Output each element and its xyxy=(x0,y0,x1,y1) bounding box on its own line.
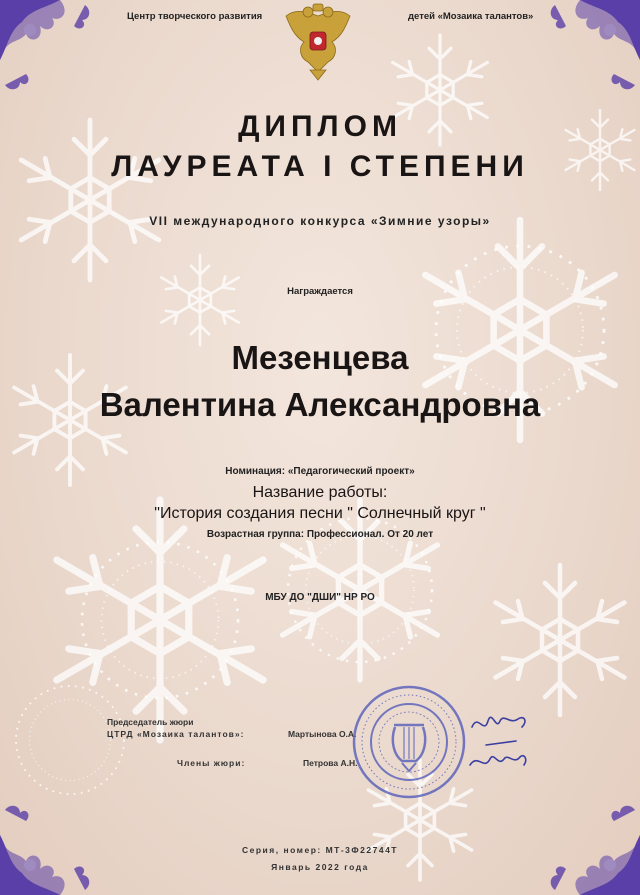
jury-chair-organization: ЦТРД «Мозаика талантов»: xyxy=(107,729,245,739)
corner-ornament-bottom-left xyxy=(0,785,110,895)
organization-name-left: Центр творческого развития xyxy=(127,11,263,22)
age-group: Возрастная группа: Профессионал. От 20 лет xyxy=(206,529,434,540)
recipient-surname: Мезенцева xyxy=(231,339,409,376)
coat-of-arms-icon xyxy=(282,2,354,82)
corner-ornament-top-right xyxy=(530,0,640,110)
jury-chair-label: Председатель жюри xyxy=(107,717,194,727)
jury-chair-name: Мартынова О.А. xyxy=(288,729,357,739)
issue-date: Январь 2022 года xyxy=(271,862,369,872)
nomination: Номинация: «Педагогический проект» xyxy=(225,466,415,477)
signature-icon xyxy=(464,705,534,785)
jury-members-label: Члены жюри: xyxy=(177,758,246,768)
jury-members-name: Петрова А.Н. xyxy=(303,758,358,768)
organization-name-right: детей «Мозаика талантов» xyxy=(408,11,534,22)
work-title-label: Название работы: xyxy=(252,484,388,501)
corner-ornament-bottom-right xyxy=(530,785,640,895)
corner-ornament-top-left xyxy=(0,0,110,110)
serial-number: Серия, номер: МТ-3Ф22744Т xyxy=(242,845,398,855)
diploma-subtitle: ЛАУРЕАТА I СТЕПЕНИ xyxy=(111,150,529,183)
work-title: "История создания песни " Солнечный круг " xyxy=(154,505,486,522)
awarded-label: Награждается xyxy=(287,286,353,297)
stamp-lyre-icon xyxy=(350,683,468,801)
recipient-given-names: Валентина Александровна xyxy=(99,386,541,423)
diploma-title: ДИПЛОМ xyxy=(238,110,402,143)
contest-name: VII международного конкурса «Зимние узоры» xyxy=(149,214,491,228)
institution-name: МБУ ДО "ДШИ" НР РО xyxy=(265,592,375,603)
